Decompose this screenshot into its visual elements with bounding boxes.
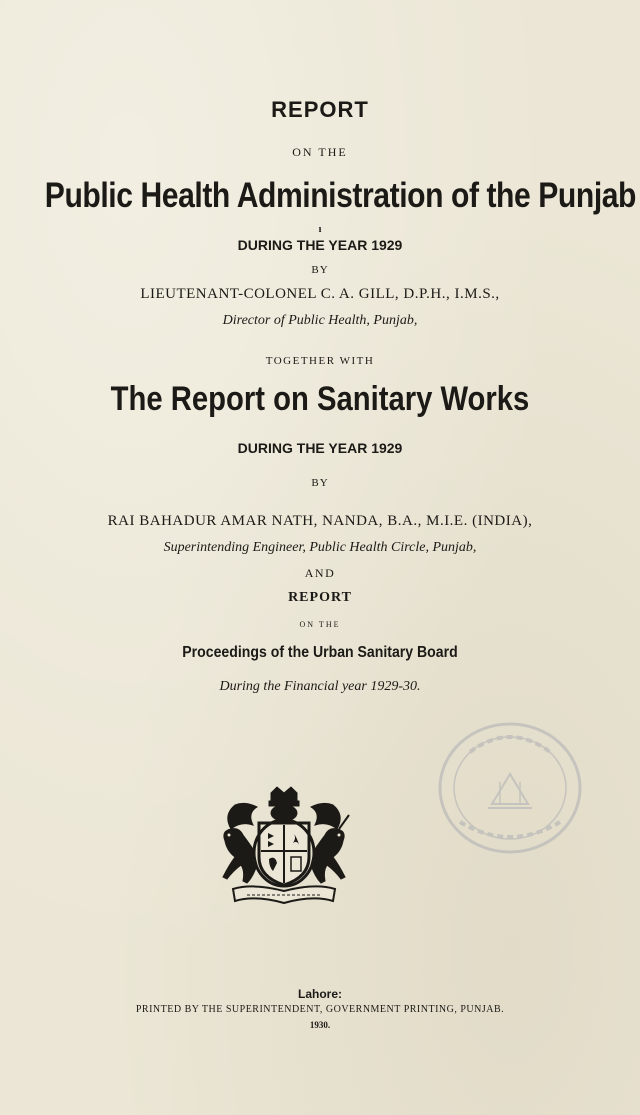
faded-library-stamp-icon	[430, 712, 588, 860]
author-position: Superintending Engineer, Public Health Circle, Punjab,	[163, 540, 477, 555]
financial-year-label: During the Financial year 1929-30.	[219, 679, 421, 694]
on-the-label: ON THE	[299, 620, 341, 629]
author-name: RAI BAHADUR AMAR NATH, NANDA, B.A., M.I.E. (INDIA),	[107, 513, 533, 529]
report-heading: REPORT	[271, 97, 369, 122]
place-of-publication: Lahore:	[297, 987, 342, 1001]
royal-coat-of-arms-icon	[213, 785, 355, 907]
ornament-mark: ı	[318, 224, 322, 235]
together-with-label: TOGETHER WITH	[265, 355, 375, 367]
by-label: BY	[311, 264, 329, 276]
main-title: Public Health Administration of the Punjab	[44, 176, 637, 215]
author-position: Director of Public Health, Punjab,	[222, 313, 418, 328]
third-title: Proceedings of the Urban Sanitary Board	[182, 644, 458, 661]
printer-line: PRINTED BY THE SUPERINTENDENT, GOVERNMENT PRINTING, PUNJAB.	[135, 1004, 505, 1015]
report-subheading: REPORT	[288, 590, 352, 605]
during-year-label: DURING THE YEAR 1929	[237, 440, 403, 456]
publication-year: 1930.	[309, 1020, 331, 1030]
and-label: AND	[304, 566, 336, 580]
on-the-label: ON THE	[292, 145, 348, 159]
author-name: LIEUTENANT-COLONEL C. A. GILL, D.P.H., I.M.S.,	[140, 286, 500, 302]
by-label: BY	[311, 477, 329, 489]
during-year-label: DURING THE YEAR 1929	[237, 237, 403, 253]
second-title: The Report on Sanitary Works	[110, 380, 530, 418]
